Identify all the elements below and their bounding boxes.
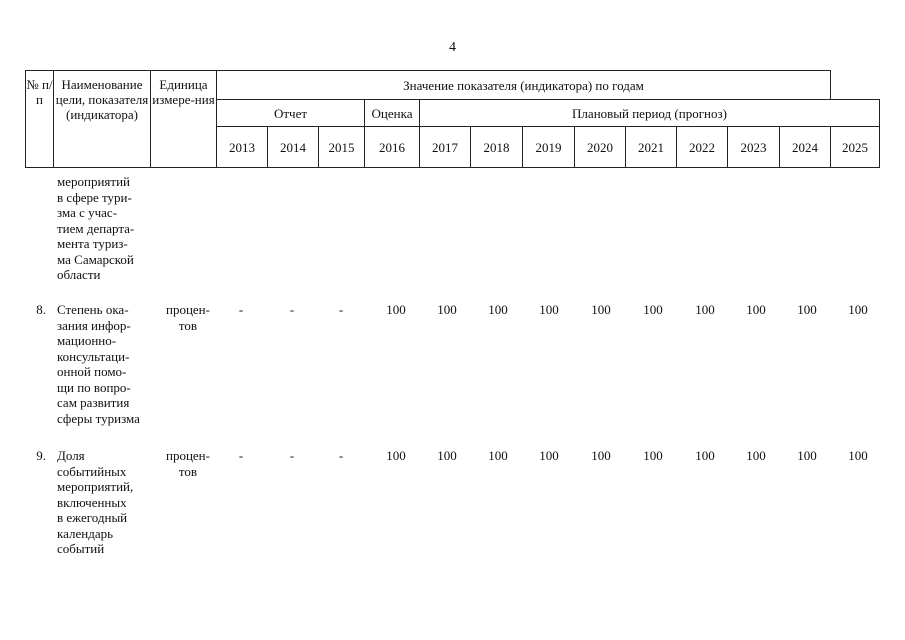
name-line: календарь	[57, 525, 114, 541]
row-value: 100	[591, 448, 611, 463]
row-value: -	[289, 302, 295, 317]
row-value: 100	[746, 302, 766, 317]
header-year: 2017	[420, 127, 471, 168]
name-line: включенных	[57, 494, 127, 510]
header-year: 2013	[217, 127, 268, 168]
header-group-estimate: Оценка	[365, 100, 420, 127]
row-unit	[157, 448, 219, 479]
unit-line: процен-	[166, 448, 210, 463]
name-line: событий	[57, 541, 105, 556]
row-value: 100	[539, 302, 559, 317]
indicator-table-header	[25, 70, 880, 168]
name-line: сферы туризма	[57, 410, 140, 426]
row-value: 100	[797, 448, 817, 463]
row-indicator-name	[57, 174, 149, 283]
row-value: 100	[695, 302, 715, 317]
name-line: области	[57, 267, 101, 282]
row-value: 100	[643, 302, 663, 317]
page-number: 4	[449, 40, 456, 55]
header-num: № п/п	[26, 71, 54, 168]
header-group-report: Отчет	[217, 100, 365, 127]
row-value: -	[238, 302, 244, 317]
name-line: мационно-	[57, 333, 117, 348]
row-number: 8.	[36, 302, 46, 317]
header-year: 2014	[268, 127, 319, 168]
name-line: тием департа-	[57, 220, 135, 236]
header-year: 2015	[319, 127, 365, 168]
row-value: 100	[848, 302, 868, 317]
row-value: 100	[848, 448, 868, 463]
row-value: -	[338, 448, 344, 463]
name-line: зания инфор-	[57, 317, 131, 333]
row-value: 100	[797, 302, 817, 317]
row-value: 100	[488, 448, 508, 463]
name-line: мероприятий,	[57, 479, 134, 494]
name-line: мента туриз-	[57, 236, 128, 251]
header-year: 2024	[780, 127, 831, 168]
name-line: в ежегодный	[57, 510, 128, 525]
row-value: 100	[695, 448, 715, 463]
row-value: 100	[591, 302, 611, 317]
row-unit	[157, 302, 219, 333]
header-group-plan: Плановый период (прогноз)	[420, 100, 880, 127]
row-value: 100	[488, 302, 508, 317]
row-value: 100	[437, 302, 457, 317]
name-line: онной помо-	[57, 364, 127, 379]
name-line: Степень ока-	[57, 302, 129, 317]
header-values-title: Значение показателя (индикатора) по годам	[217, 71, 831, 100]
header-year: 2018	[471, 127, 523, 168]
row-value: 100	[386, 302, 406, 317]
unit-line: тов	[178, 317, 198, 333]
name-line: консультаци-	[57, 348, 130, 364]
header-year: 2023	[728, 127, 780, 168]
header-year: 2019	[523, 127, 575, 168]
name-line: зма с учас-	[57, 205, 118, 220]
row-value: 100	[746, 448, 766, 463]
row-value: -	[289, 448, 295, 463]
row-value: -	[238, 448, 244, 463]
header-name: Наименование цели, показателя (индикатора)	[54, 71, 151, 168]
header-year: 2025	[831, 127, 880, 168]
header-year: 2022	[677, 127, 728, 168]
name-line: мероприятий	[57, 174, 130, 189]
header-year: 2020	[575, 127, 626, 168]
name-line: щи по вопро-	[57, 379, 131, 395]
header-year: 2021	[626, 127, 677, 168]
name-line: в сфере тури-	[57, 189, 132, 205]
unit-line: тов	[178, 463, 198, 479]
unit-line: процен-	[166, 302, 210, 317]
name-line: ма Самарской	[57, 251, 134, 267]
row-value: 100	[643, 448, 663, 463]
name-line: сам развития	[57, 395, 130, 410]
row-indicator-name	[57, 302, 149, 426]
row-indicator-name	[57, 448, 149, 557]
row-value: 100	[539, 448, 559, 463]
name-line: Доля	[57, 448, 85, 463]
name-line: событийных	[57, 463, 127, 479]
row-value: 100	[437, 448, 457, 463]
row-value: -	[338, 302, 344, 317]
row-number: 9.	[36, 448, 46, 463]
header-year: 2016	[365, 127, 420, 168]
header-unit: Единица измере-ния	[151, 71, 217, 168]
row-value: 100	[386, 448, 406, 463]
